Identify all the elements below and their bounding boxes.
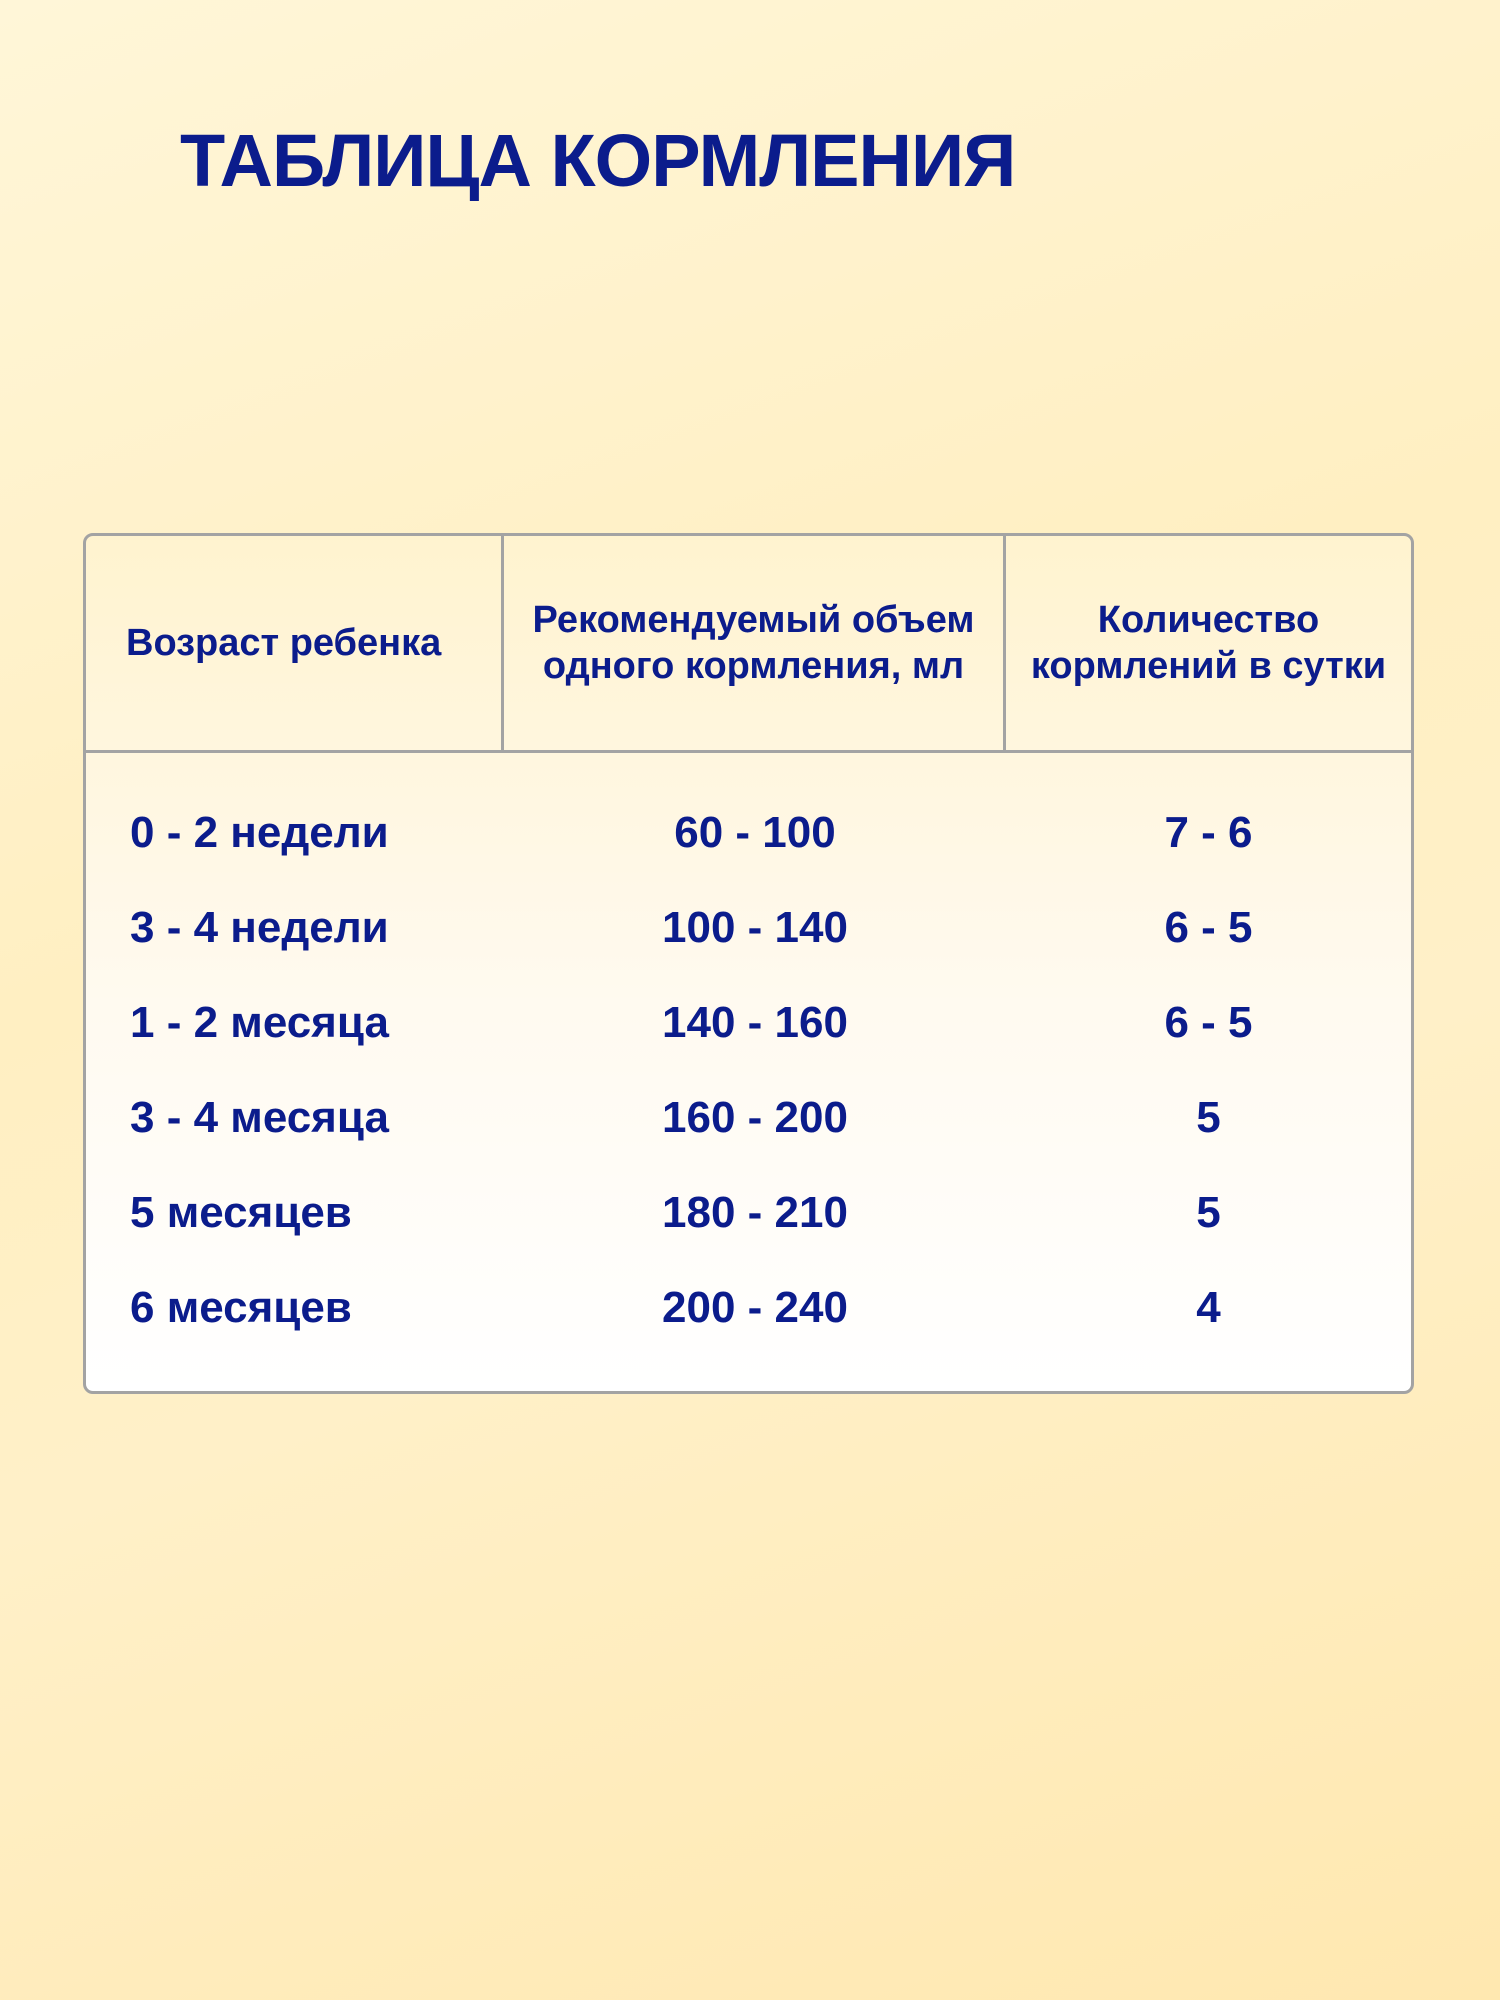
table-row: [86, 1165, 1411, 1260]
cell-age: 6 месяцев: [130, 1283, 352, 1332]
cell-volume: 60 - 100: [674, 808, 836, 857]
table-header: [86, 536, 1411, 753]
page-title: ТАБЛИЦА КОРМЛЕНИЯ: [180, 119, 1016, 202]
cell-count: 4: [1196, 1283, 1221, 1332]
table-row: [86, 880, 1411, 975]
cell-volume: 180 - 210: [662, 1188, 848, 1237]
cell-volume: 140 - 160: [662, 998, 848, 1047]
cell-volume: 200 - 240: [662, 1283, 848, 1332]
cell-count: 5: [1196, 1188, 1221, 1237]
header-volume-line2: одного кормления, мл: [542, 645, 965, 687]
header-volume: [504, 536, 1006, 750]
header-volume-line1: Рекомендуемый объем: [532, 599, 975, 641]
cell-volume: 100 - 140: [662, 903, 848, 952]
header-count-line2: кормлений в сутки: [1030, 645, 1387, 687]
cell-count: 5: [1196, 1093, 1221, 1142]
cell-age: 3 - 4 месяца: [130, 1093, 389, 1142]
header-age: [86, 536, 504, 750]
table-row: [86, 975, 1411, 1070]
cell-volume: 160 - 200: [662, 1093, 848, 1142]
cell-count: 6 - 5: [1164, 998, 1253, 1047]
header-count-line1: Количество: [1097, 599, 1320, 641]
feeding-table: [83, 533, 1414, 1394]
cell-age: 5 месяцев: [130, 1188, 352, 1237]
table-row: [86, 1070, 1411, 1165]
cell-count: 6 - 5: [1164, 903, 1253, 952]
header-age-label: Возраст ребенка: [126, 622, 442, 664]
table-row: [86, 1260, 1411, 1355]
cell-age: 3 - 4 недели: [130, 903, 389, 952]
cell-count: 7 - 6: [1164, 808, 1253, 857]
cell-age: 1 - 2 месяца: [130, 998, 389, 1047]
header-count: [1006, 536, 1411, 750]
table-row: [86, 785, 1411, 880]
cell-age: 0 - 2 недели: [130, 808, 389, 857]
